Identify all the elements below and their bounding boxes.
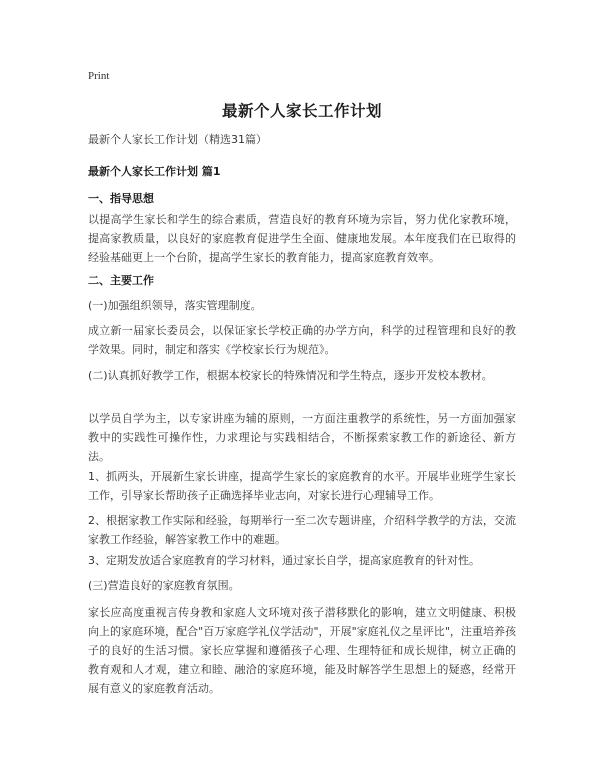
paragraph-organization-body: 成立新一届家长委员会，以保证家长学校正确的办学方向，科学的过程管理和良好的教学效果。同时，制定和落实《学校家长行为规范》。: [88, 324, 516, 356]
print-label: Print: [88, 70, 110, 82]
list-item-point-3: 3、定期发放适合家庭教育的学习材料，通过家长自学，提高家庭教育的针对性。: [88, 554, 480, 567]
section-heading-guiding: 一、指导思想: [88, 192, 154, 205]
article-heading: 最新个人家长工作计划 篇1: [88, 165, 221, 178]
paragraph-atmosphere-body: 家长应高度重视言传身教和家庭人文环境对孩子潜移默化的影响，建立文明健康、积极向上的家庭环境，配合"百万家庭学礼仪学活动"，开展"家庭礼仪之星评比"，注重培养孩子的良好的生活习惯。家长应掌握和遵循孩子心理、生理特征和成长规律，树立正确的教育观和人才观，建立和睦、融洽的家庭环境，能及时解答学生思想上的疑惑，经常开展有意义的家庭教育活动。: [88, 606, 516, 695]
list-item-point-1: 1、抓两头，开展新生家长讲座，提高学生家长的家庭教育的水平。开展毕业班学生家长工作，引导家长帮助孩子正确选择毕业志向，对家长进行心理辅导工作。: [88, 470, 516, 502]
page-title: 最新个人家长工作计划: [221, 102, 382, 120]
list-item-point-2: 2、根据家教工作实际和经验，每期举行一至二次专题讲座，介绍科学教学的方法，交流家教工作经验，解答家教工作中的难题。: [88, 514, 516, 546]
item-title-atmosphere: (三)营造良好的家庭教育氛围。: [88, 579, 240, 592]
item-title-teaching: (二)认真抓好教学工作，根据本校家长的特殊情况和学生特点，逐步开发校本教材。: [88, 369, 493, 382]
paragraph-guiding-body: 以提高学生家长和学生的综合素质，营造良好的教育环境为宗旨，努力优化家教环境，提高家教质量，以良好的家庭教育促进学生全面、健康地发展。本年度我们在已取得的经验基础更上一个台阶，提高学生家长的教育能力，提高家庭教育效率。: [88, 213, 516, 264]
section-heading-main-work: 二、主要工作: [88, 274, 154, 287]
item-title-organization: (一)加强组织领导，落实管理制度。: [88, 299, 262, 312]
document-subtitle: 最新个人家长工作计划（精选31篇）: [88, 133, 267, 146]
paragraph-teaching-body: 以学员自学为主，以专家讲座为辅的原则，一方面注重教学的系统性，另一方面加强家教中的实践性可操作性，力求理论与实践相结合，不断探索家教工作的新途径、新方法。: [88, 412, 516, 463]
